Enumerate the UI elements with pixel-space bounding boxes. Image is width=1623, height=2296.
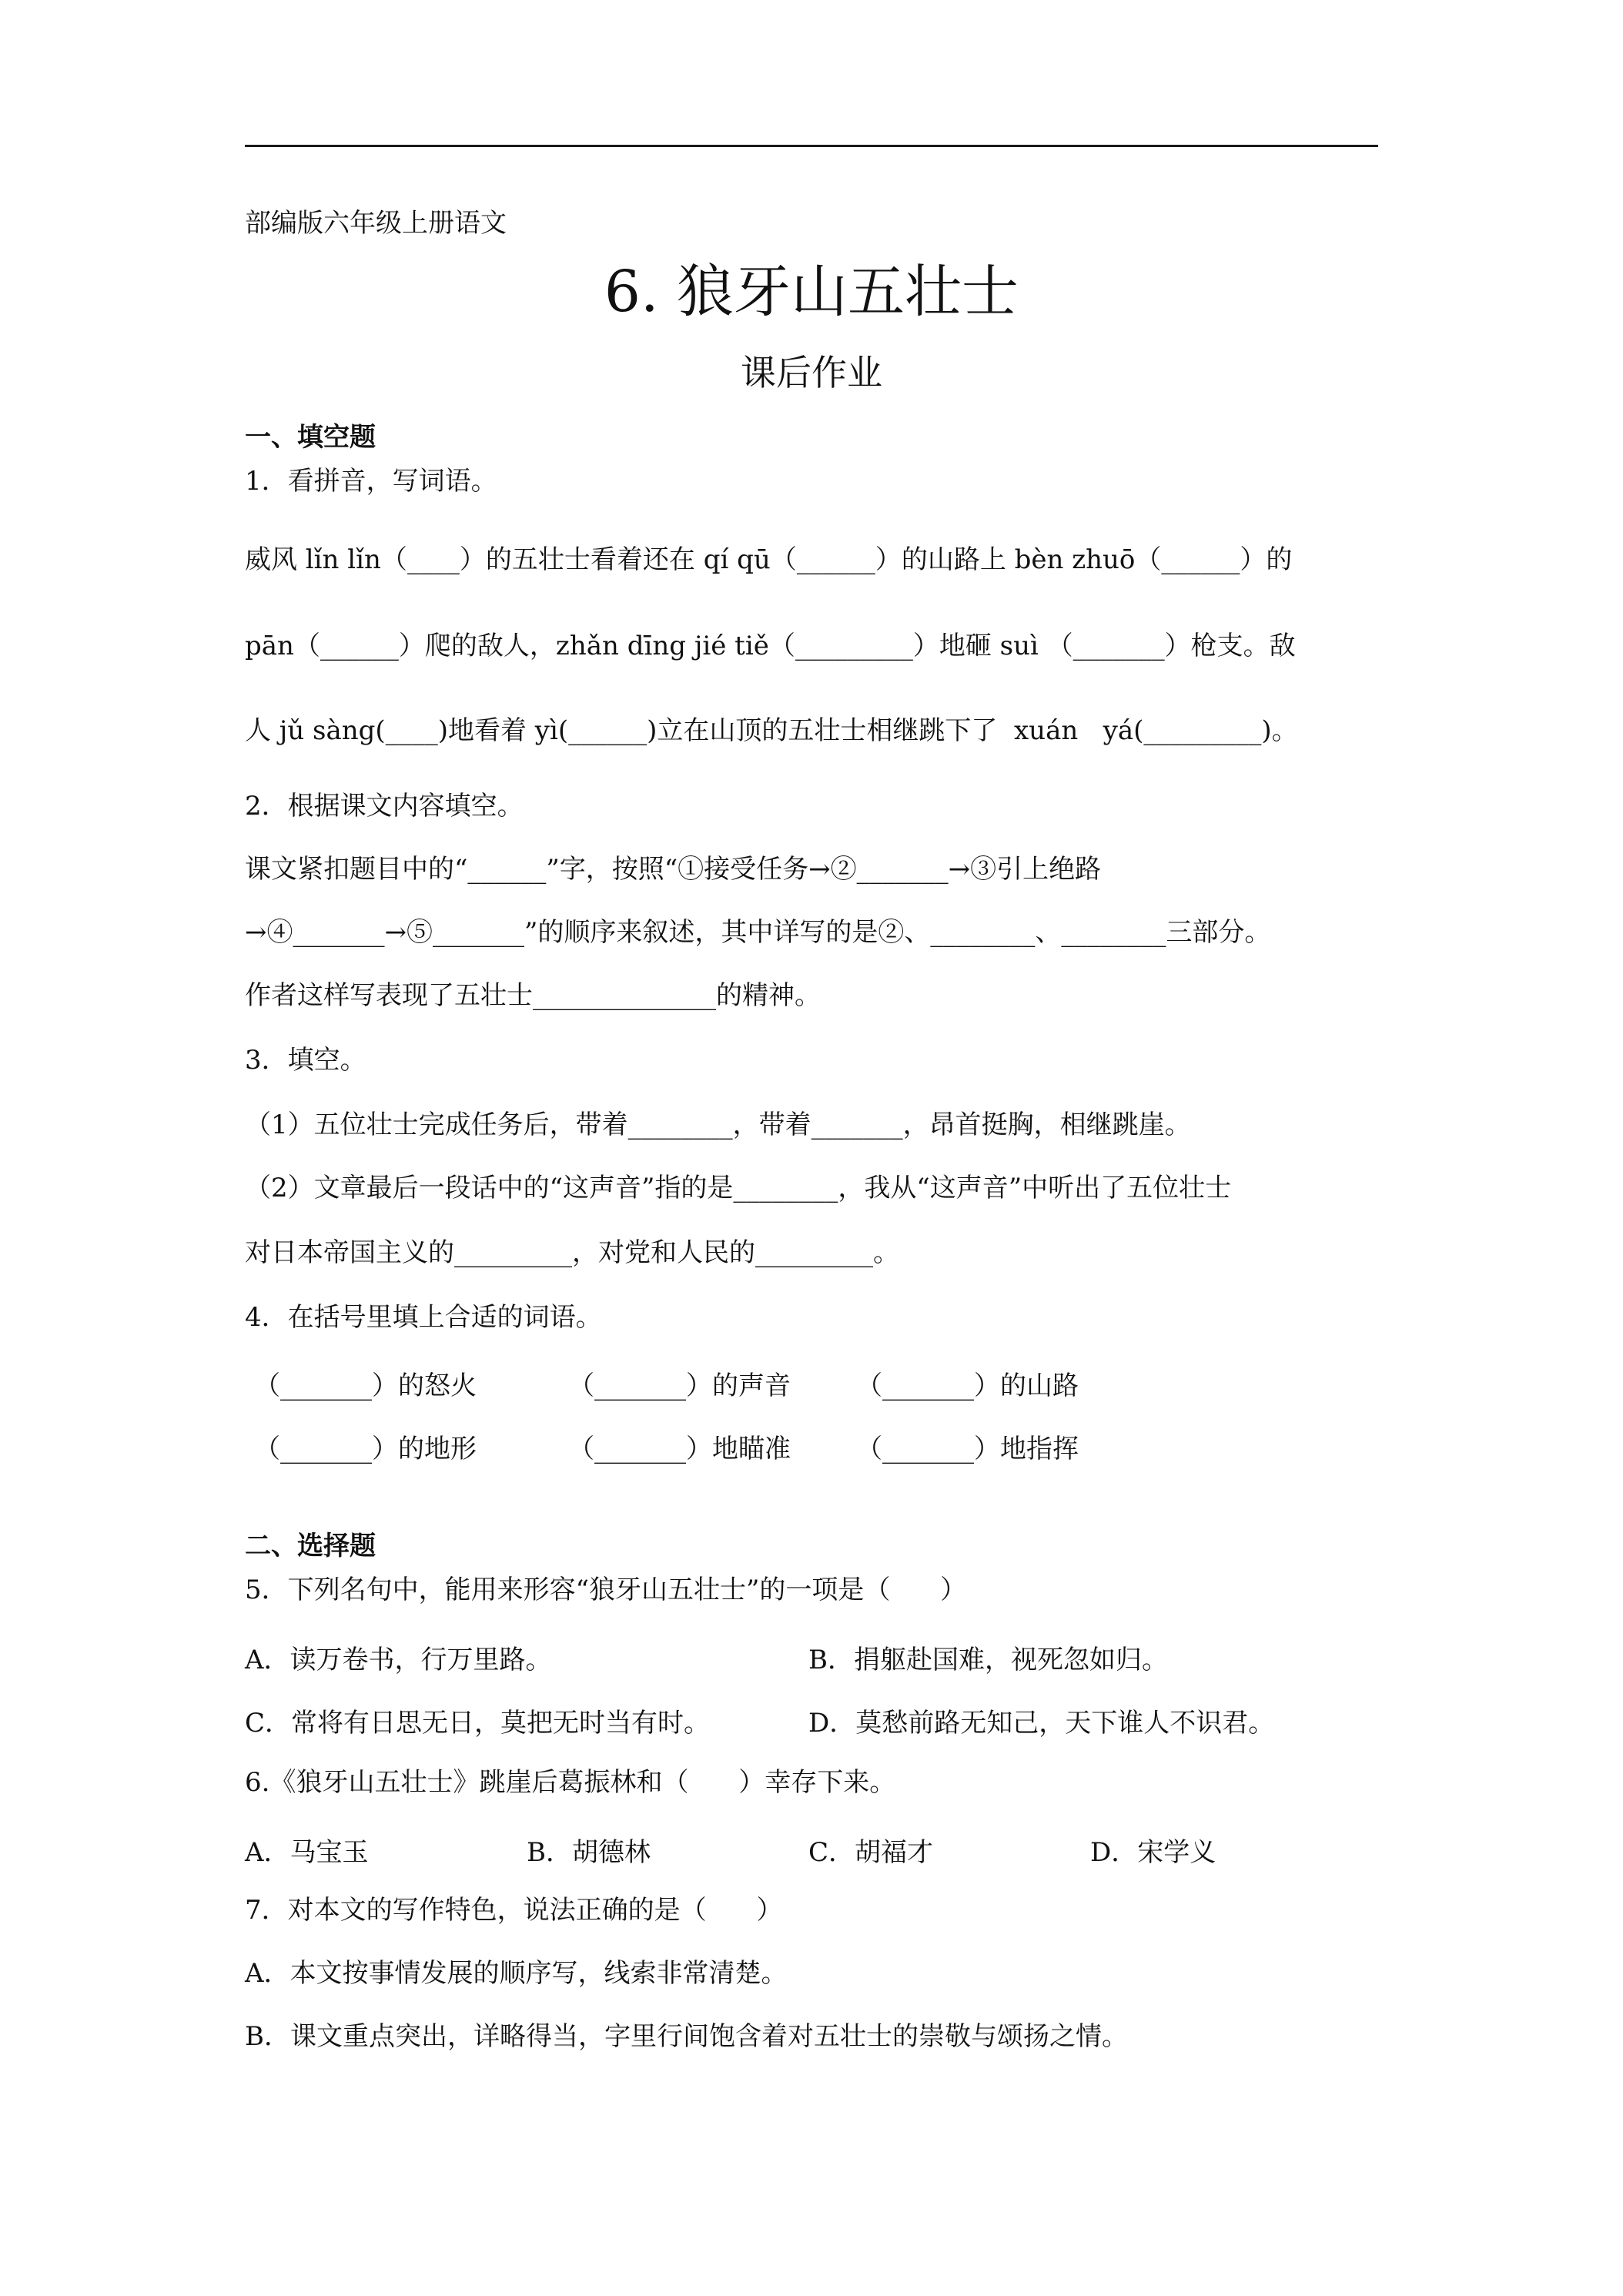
q4-prompt: 4．在括号里填上合适的词语。 <box>245 1302 602 1333</box>
q5-option-d: D．莫愁前路无知己，天下谁人不识君。 <box>808 1708 1275 1739</box>
q1-line-1: 威风 lǐn lǐn（____）的五壮士看着还在 qí qū（______）的山路上 bèn zhuō（______）的 <box>245 544 1293 575</box>
q2-line-1: 课文紧扣题目中的“______”字，按照“①接受任务→②_______→③引上绝路 <box>245 854 1102 885</box>
q1-prompt: 1．看拼音，写词语。 <box>245 466 497 497</box>
q7-prompt: 7．对本文的写作特色，说法正确的是（ ） <box>245 1895 783 1926</box>
header-rule <box>245 145 1378 147</box>
q5-option-b: B．捐躯赴国难，视死忽如归。 <box>808 1645 1168 1675</box>
q4-item: （_______）的怒火 <box>254 1371 477 1401</box>
q5-option-c: C．常将有日思无日，莫把无时当有时。 <box>245 1708 711 1739</box>
q6-option-a: A．马宝玉 <box>245 1837 369 1868</box>
q4-item: （_______）的声音 <box>568 1371 791 1401</box>
q7-option-a: A．本文按事情发展的顺序写，线索非常清楚。 <box>245 1958 788 1989</box>
subject-label: 部编版六年级上册语文 <box>245 208 507 239</box>
q6-prompt: 6.《狼牙山五壮士》跳崖后葛振林和（ ）幸存下来。 <box>245 1767 896 1798</box>
q1-line-3: 人 jǔ sàng(____)地看着 yì(______)立在山顶的五壮士相继跳下了 xuán yá(_________)。 <box>245 715 1298 746</box>
q3-line-2: （2）文章最后一段话中的“这声音”指的是________，我从“这声音”中听出了五位壮士 <box>245 1173 1232 1203</box>
q5-option-a: A．读万卷书，行万里路。 <box>245 1645 552 1675</box>
q1-line-2: pān（______）爬的敌人，zhǎn dīng jié tiě（_________）地砸 suì （_______）枪支。敌 <box>245 631 1296 661</box>
q3-line-3: 对日本帝国主义的_________，对党和人民的_________。 <box>245 1237 899 1268</box>
q2-prompt: 2．根据课文内容填空。 <box>245 791 524 822</box>
q2-line-3: 作者这样写表现了五壮士______________的精神。 <box>245 980 821 1011</box>
page-title: 6. 狼牙山五壮士 <box>604 259 1019 325</box>
q4-item: （_______）的山路 <box>856 1371 1079 1401</box>
page-subtitle: 课后作业 <box>741 352 882 393</box>
section-heading-fill-in: 一、填空题 <box>245 422 376 453</box>
q6-option-c: C．胡福才 <box>808 1837 934 1868</box>
q5-prompt: 5．下列名句中，能用来形容“狼牙山五壮士”的一项是（ ） <box>245 1575 967 1605</box>
q4-item: （_______）地指挥 <box>856 1434 1079 1464</box>
q7-option-b: B．课文重点突出，详略得当，字里行间饱含着对五壮士的崇敬与颂扬之情。 <box>245 2021 1128 2052</box>
q6-option-b: B．胡德林 <box>527 1837 651 1868</box>
q4-item: （_______）地瞄准 <box>568 1434 791 1464</box>
q6-option-d: D．宋学义 <box>1090 1837 1216 1868</box>
section-heading-multiple-choice: 二、选择题 <box>245 1531 376 1561</box>
q3-line-1: （1）五位壮士完成任务后，带着________，带着_______，昂首挺胸，相继跳崖。 <box>245 1110 1191 1140</box>
q4-item: （_______）的地形 <box>254 1434 477 1464</box>
q2-line-2: →④_______→⑤_______”的顺序来叙述，其中详写的是②、________、________三部分。 <box>245 917 1271 948</box>
q3-prompt: 3．填空。 <box>245 1045 366 1076</box>
